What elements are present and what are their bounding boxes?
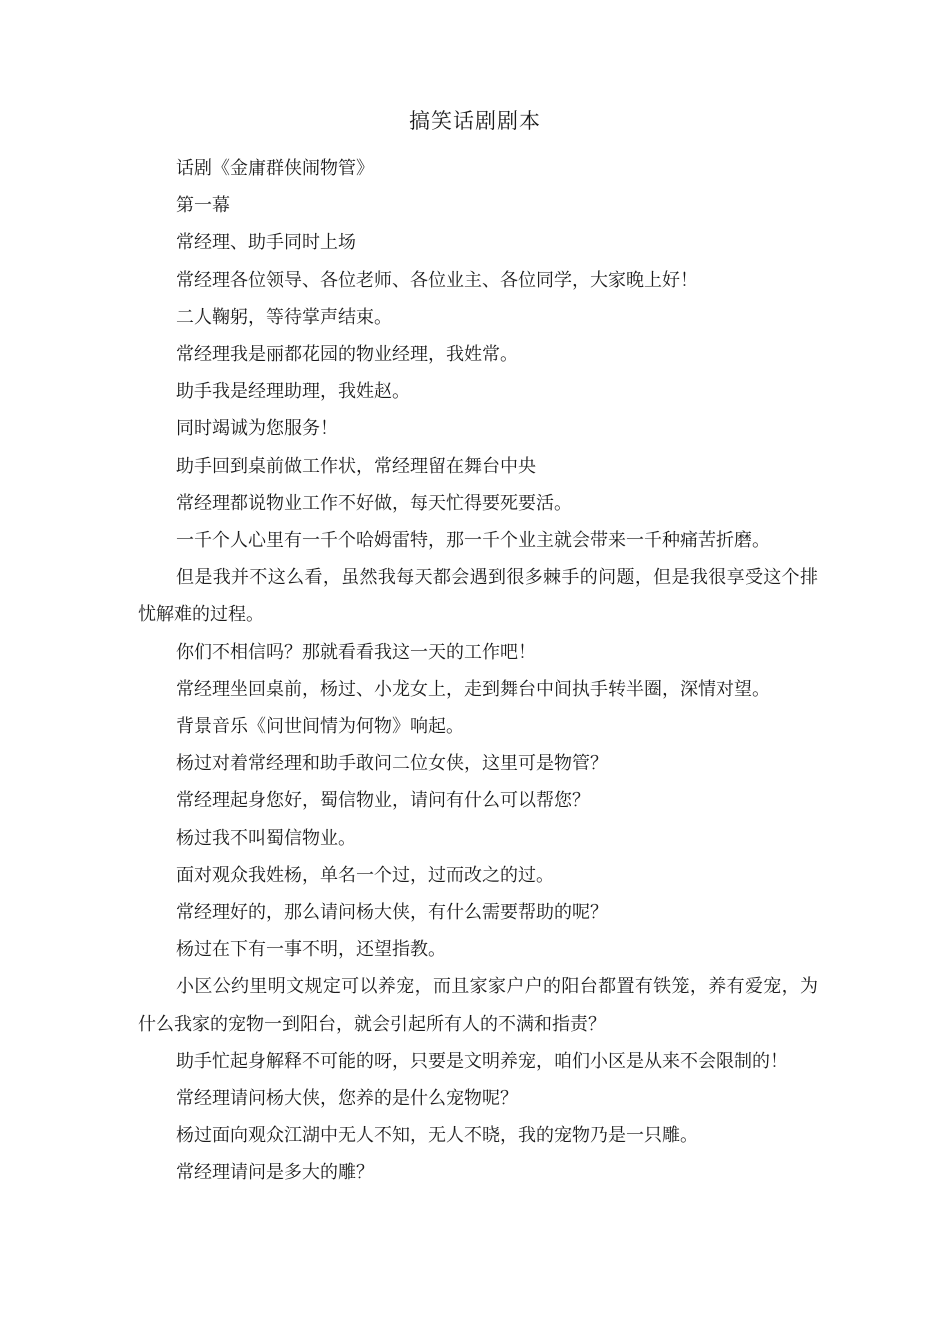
paragraph: 杨过在下有一事不明，还望指教。 <box>176 939 446 961</box>
paragraph: 助手我是经理助理，我姓赵。 <box>176 381 410 403</box>
paragraph: 第一幕 <box>176 195 230 217</box>
paragraph: 杨过我不叫蜀信物业。 <box>176 827 356 849</box>
document-title: 搞笑话剧剧本 <box>409 109 541 133</box>
paragraph: 常经理起身您好，蜀信物业，请问有什么可以帮您？ <box>176 790 590 812</box>
paragraph: 你们不相信吗？那就看看我这一天的工作吧！ <box>176 641 536 663</box>
paragraph: 助手忙起身解释不可能的呀，只要是文明养宠，咱们小区是从来不会限制的！ <box>176 1050 788 1072</box>
paragraph: 常经理我是丽都花园的物业经理，我姓常。 <box>176 344 518 366</box>
paragraph: 常经理、助手同时上场 <box>176 232 356 254</box>
paragraph: 话剧《金庸群侠闹物管》 <box>176 158 374 179</box>
paragraph: 常经理请问杨大侠，您养的是什么宠物呢？ <box>176 1088 518 1110</box>
paragraph: 二人鞠躬，等待掌声结束。 <box>176 306 392 328</box>
script-body <box>138 150 818 1192</box>
paragraph: 背景音乐《问世间情为何物》响起。 <box>176 716 464 738</box>
paragraph: 常经理各位领导、各位老师、各位业主、各位同学，大家晚上好！ <box>176 269 698 291</box>
paragraph: 小区公约里明文规定可以养宠，而且家家户户的阳台都置有铁笼，养有爱宠，为什么我家的宠物一到阳台，就会引起所有人的不满和指责？ <box>138 976 818 1035</box>
paragraph: 常经理好的，那么请问杨大侠，有什么需要帮助的呢？ <box>176 902 608 924</box>
paragraph: 杨过对着常经理和助手敢问二位女侠，这里可是物管？ <box>176 753 608 775</box>
paragraph: 常经理都说物业工作不好做，每天忙得要死要活。 <box>176 492 572 514</box>
paragraph: 同时竭诚为您服务！ <box>176 418 338 440</box>
paragraph: 助手回到桌前做工作状，常经理留在舞台中央 <box>176 455 536 477</box>
paragraph: 一千个人心里有一千个哈姆雷特，那一千个业主就会带来一千种痛苦折磨。 <box>176 530 770 552</box>
paragraph: 杨过面向观众江湖中无人不知，无人不晓，我的宠物乃是一只雕。 <box>176 1125 698 1147</box>
paragraph: 常经理请问是多大的雕？ <box>176 1162 374 1184</box>
paragraph: 常经理坐回桌前，杨过、小龙女上，走到舞台中间执手转半圈，深情对望。 <box>176 678 770 700</box>
paragraph: 面对观众我姓杨，单名一个过，过而改之的过。 <box>176 864 554 886</box>
paragraph: 但是我并不这么看，虽然我每天都会遇到很多棘手的问题，但是我很享受这个排忧解难的过程。 <box>138 567 818 626</box>
